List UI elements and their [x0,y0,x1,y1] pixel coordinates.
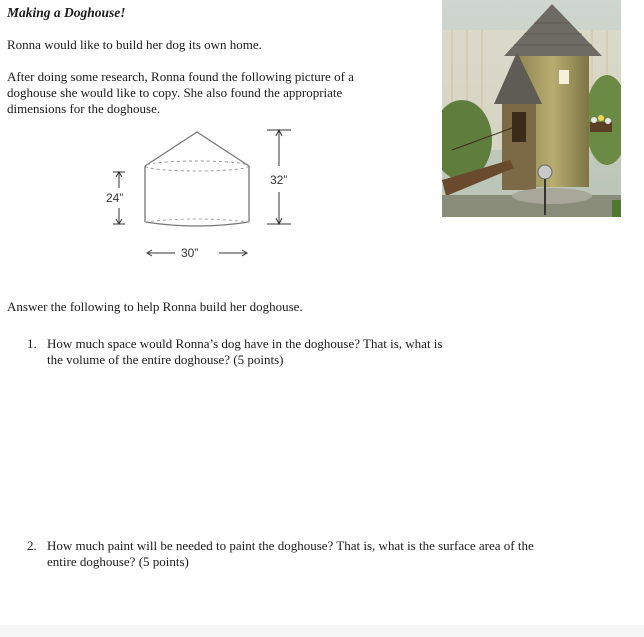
paragraph-line: After doing some research, Ronna found the following picture of a [7,69,354,84]
question-1 [27,336,607,368]
intro-text: Ronna would like to build her dog its own home. [7,37,262,52]
lamp-icon [538,165,552,179]
question-number: 2. [27,538,37,553]
answer-instructions: Answer the following to help Ronna build her doghouse. [7,299,303,314]
total-height-dimension-label: 32” [270,173,288,187]
width-dimension-label: 30” [181,246,199,260]
stones [512,188,592,204]
paragraph-line: doghouse she would like to copy. She also found the appropriate [7,85,343,100]
page-title: Making a Doghouse! [7,5,126,20]
tower-window [559,70,569,84]
paragraph-line: dimensions for the doghouse. [7,101,161,116]
question-2 [27,538,607,570]
question-line: How much space would Ronna’s dog have in the doghouse? That is, what is [47,336,443,351]
question-line: entire doghouse? (5 points) [47,554,189,569]
roof-base-ellipse [145,161,249,171]
doghouse-photo [442,0,621,217]
question-line: How much paint will be needed to paint the doghouse? That is, what is the surface area of the [47,538,534,553]
question-number: 1. [27,336,37,351]
page-bottom-edge [0,625,644,637]
grass-corner [612,200,621,217]
question-line: the volume of the entire doghouse? (5 points) [47,352,284,367]
height-dimension-label: 24” [106,191,124,205]
doghouse-dimension-diagram [95,120,315,270]
cylinder-bottom-back [145,219,249,222]
cylinder-bottom-front [145,222,249,226]
turret-doorway [512,112,526,142]
research-paragraph [7,69,407,117]
